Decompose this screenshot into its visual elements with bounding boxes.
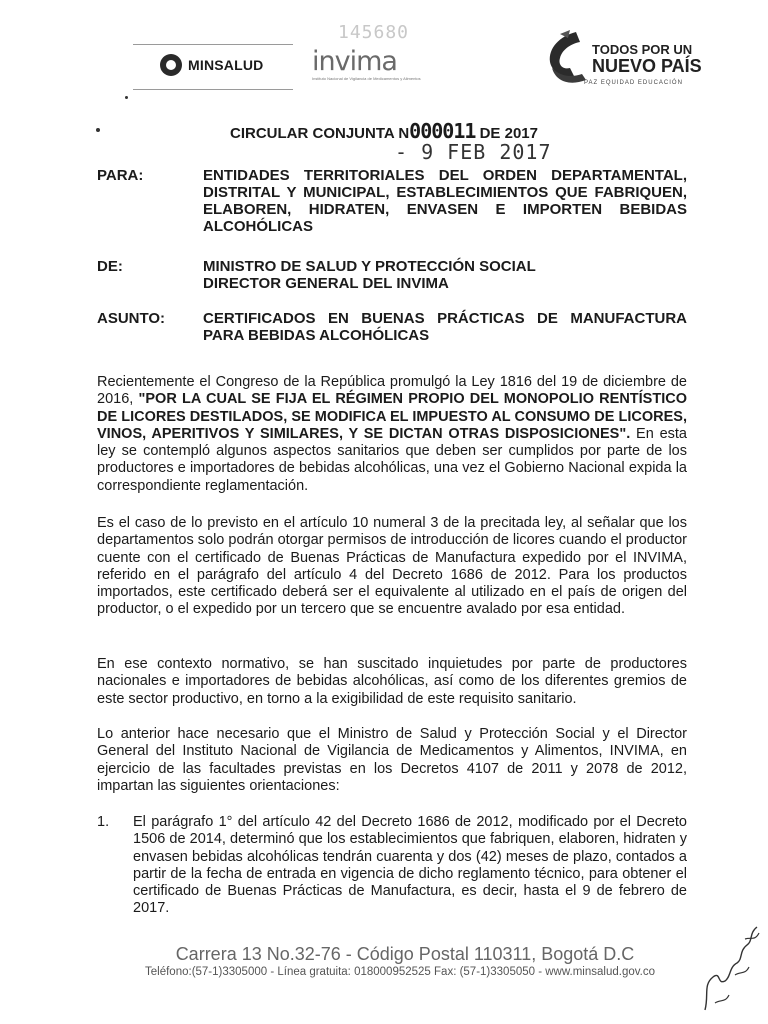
- p1-start: Recientemente el Congreso de la República promulgó la Ley 1816 del 19 de diciembre de 2016,: [97, 374, 687, 408]
- de-line-1: MINISTRO DE SALUD Y PROTECCIÓN SOCIAL: [203, 258, 536, 275]
- body-paragraph-4: Lo anterior hace necesario que el Ministro de Salud y Protección Social y el Director General del Instituto Nacional de Vigilancia de Medicamentos y Alimentos, INVIMA, en ejercicio de las facultades previstas en los Decretos 4107 de 2011 y 2078 de 2012, impartan las siguientes orientaciones:: [97, 726, 687, 794]
- title-bullet: [96, 128, 100, 132]
- circular-number: 000011: [409, 119, 476, 143]
- body-paragraph-1: [97, 374, 687, 495]
- minsalud-logo: [160, 54, 263, 76]
- slogan-line-2: NUEVO PAÍS: [592, 56, 702, 76]
- invima-label: invima: [312, 46, 397, 77]
- body-paragraph-3: En ese contexto normativo, se han suscitado inquietudes por parte de productores nacionales e importadores de bebidas alcohólicas, así como de los diferentes gremios de este sector productivo, en torno a la exigibilidad de este requisito sanitario.: [97, 656, 687, 707]
- header-rule-bottom: [133, 89, 293, 90]
- circular-title-prefix: CIRCULAR CONJUNTA N: [230, 125, 410, 142]
- law-title: "POR LA CUAL SE FIJA EL RÉGIMEN PROPIO DEL MONOPOLIO RENTÍSTICO DE LICORES DESTILADOS, SE MODIFICA EL IMPUESTO AL CONSUMO DE LICORES, VINOS, APERITIVOS Y SIMILARES, Y SE DICTAN OTRAS DISPOSICIONES".: [97, 391, 687, 442]
- para-value: ENTIDADES TERRITORIALES DEL ORDEN DEPARTAMENTAL, DISTRITAL Y MUNICIPAL, ESTABLECIMIENTOS QUE FABRIQUEN, ELABOREN, HIDRATEN, ENVASEN E IMPORTEN BEBIDAS ALCOHÓLICAS: [203, 167, 687, 235]
- asunto-value: CERTIFICADOS EN BUENAS PRÁCTICAS DE MANUFACTURA PARA BEBIDAS ALCOHÓLICAS: [203, 310, 687, 344]
- list-item-text: El parágrafo 1° del artículo 42 del Decreto 1686 de 2012, modificado por el Decreto 1506 de 2014, determinó que los establecimientos que fabriquen, elaboren, hidraten y envasen bebidas alcohólicas tendrán cuarenta y dos (42) meses de plazo, contados a partir de la fecha de entrada en vigencia de dicho reglamento técnico, para obtener el certificado de Buenas Prácticas de Manufactura, es decir, hasta el 9 de febrero de 2017.: [133, 814, 687, 917]
- footer-contact: Teléfono:(57-1)3305000 - Línea gratuita: 018000952525 Fax: (57-1)3305050 - www.minsalud.gov.co: [145, 966, 655, 978]
- received-stamp-number: 145680: [338, 22, 410, 43]
- date-stamp: - 9 FEB 2017: [395, 140, 552, 164]
- para-label: PARA:: [97, 167, 144, 184]
- list-item-number: 1.: [97, 814, 110, 830]
- de-label: DE:: [97, 258, 123, 275]
- asunto-label: ASUNTO:: [97, 310, 166, 327]
- minsalud-label: MINSALUD: [188, 57, 264, 73]
- p1-end: En esta ley se contempló algunos aspectos sanitarios que deben ser cumplidos por parte de los productores e importadores de bebidas alcohólicas, una vez el Gobierno Nacional expida la correspondiente reglamentación.: [97, 425, 687, 494]
- todos-por-un-nuevo-pais-logo: [540, 28, 702, 90]
- coat-of-arms-icon: [160, 54, 182, 76]
- invima-tagline: Instituto Nacional de Vigilancia de Medicamentos y Alimentos: [312, 76, 421, 81]
- invima-logo: [312, 46, 421, 82]
- circular-title-suffix: DE 2017: [479, 125, 538, 142]
- de-value: [203, 258, 687, 292]
- flag-swoosh-icon: [540, 28, 590, 88]
- slogan-line-1: TODOS POR UN: [592, 42, 693, 57]
- body-paragraph-2: Es el caso de lo previsto en el artículo 10 numeral 3 de la precitada ley, al señalar que los departamentos solo podrán otorgar permisos de introducción de licores cuando el productor cuente con el certificado de Buenas Prácticas de Manufactura expedido por el INVIMA, referido en el parágrafo del artículo 4 del Decreto 1686 de 2012. Para los productos importados, este certificado deberá ser el equivalente al utilizado en el país de origen del productor, o el expedido por un tercero que se encuentre avalado por esa entidad.: [97, 515, 688, 618]
- handwritten-signature: [695, 915, 765, 1015]
- slogan-line-3: PAZ EQUIDAD EDUCACIÓN: [584, 80, 683, 86]
- de-line-2: DIRECTOR GENERAL DEL INVIMA: [203, 275, 449, 292]
- header-rule-top: [133, 44, 293, 45]
- header-dot: [125, 96, 128, 99]
- footer-address: Carrera 13 No.32-76 - Código Postal 110311, Bogotá D.C: [175, 944, 635, 964]
